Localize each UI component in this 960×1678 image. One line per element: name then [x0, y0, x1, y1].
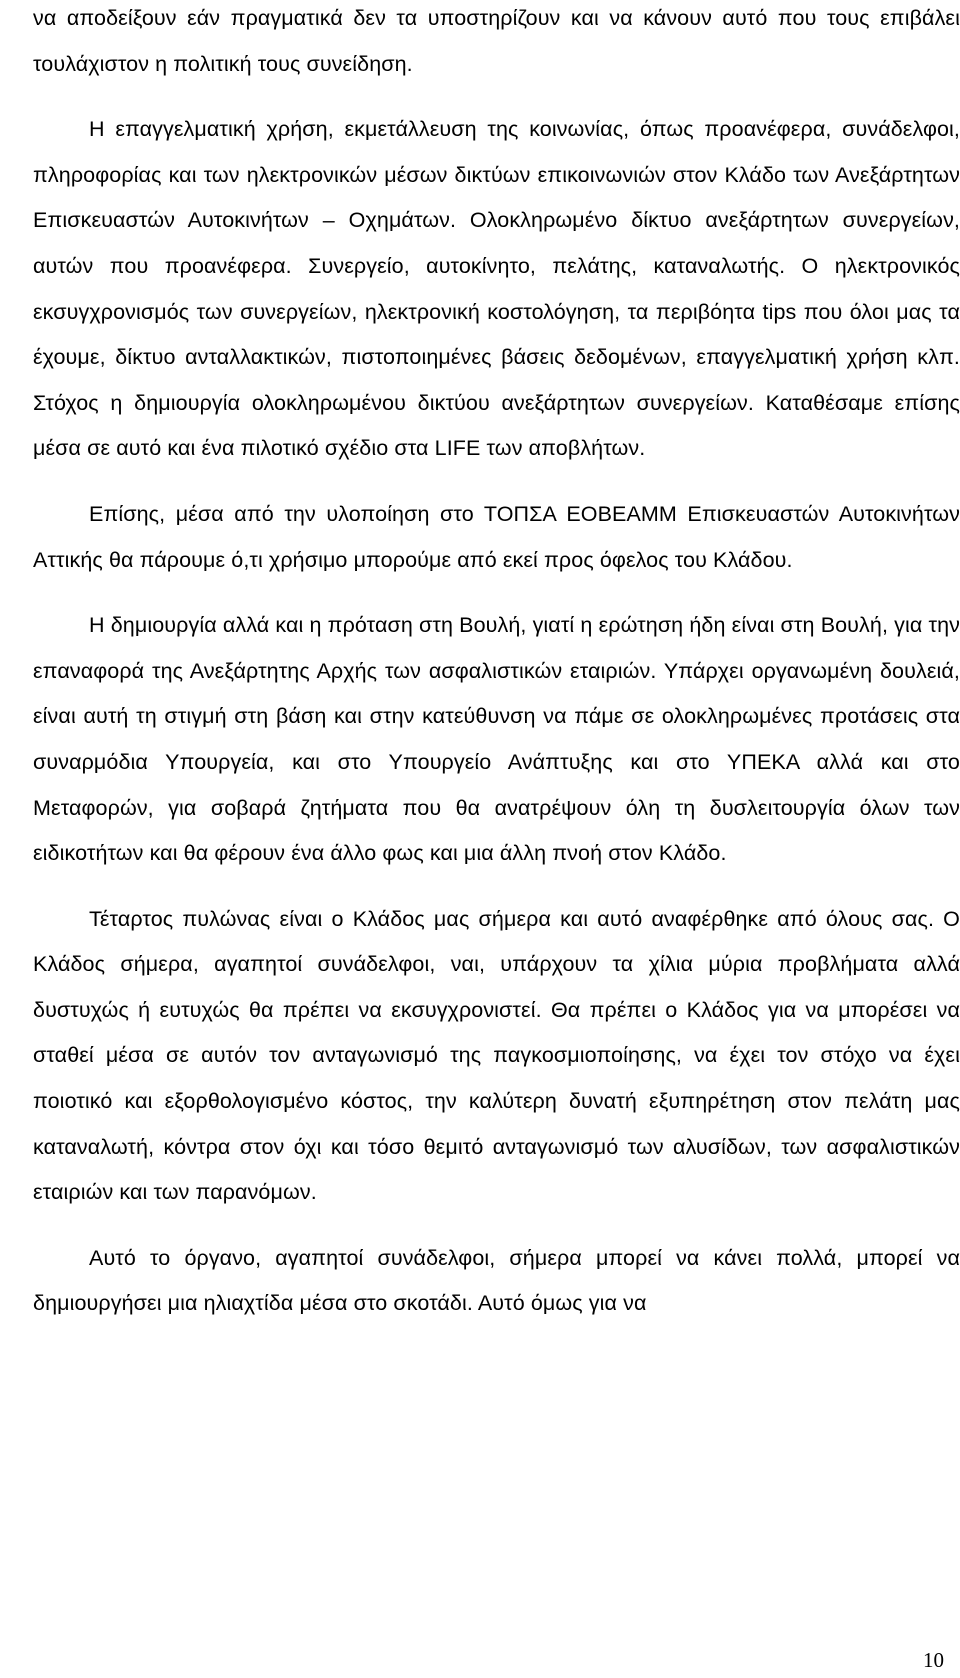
- paragraph-gap: [33, 1216, 960, 1236]
- paragraph-topsa: Επίσης, μέσα από την υλοποίηση στο ΤΟΠΣΑ ΕΟΒΕΑΜΜ Επισκευαστών Αυτοκινήτων Αττικής θα πάρουμε ό,τι χρήσιμο μπορούμε από εκεί προς όφελος του Κλάδου.: [33, 501, 960, 572]
- paragraph-gap: [33, 877, 960, 897]
- paragraph-fourth-pillar: Τέταρτος πυλώνας είναι ο Κλάδος μας σήμερα και αυτό αναφέρθηκε από όλους σας. Ο Κλάδος σήμερα, αγαπητοί συνάδελφοι, ναι, υπάρχουν τα χίλια μύρια προβλήματα αλλά δυστυχώς ή ευτυχώς θα πρέπει να εκσυγχρονιστεί. Θα πρέπει ο Κλάδος για να μπορέσει να σταθεί μέσα σε αυτόν τον ανταγωνισμό της παγκοσμιοποίησης, να έχει τον στόχο να έχει ποιοτικό και εξορθολογισμένο κόστος, την καλύτερη δυνατή εξυπηρέτηση στον πελάτη μας καταναλωτή, κόντρα στον όχι και τόσο θεμιτό ανταγωνισμό των αλυσίδων, των ασφαλιστικών εταιριών και των παρανόμων.: [33, 906, 960, 1205]
- paragraph-this-body: Αυτό το όργανο, αγαπητοί συνάδελφοι, σήμερα μπορεί να κάνει πολλά, μπορεί να δημιουργήσει μια ηλιαχτίδα μέσα στο σκοτάδι. Αυτό όμως για να: [33, 1245, 960, 1316]
- paragraph-gap: [33, 583, 960, 603]
- body-text: [33, 0, 960, 1327]
- page-number: 10: [923, 1648, 944, 1672]
- paragraph-gap: [33, 472, 960, 492]
- paragraph-professional-use: Η επαγγελματική χρήση, εκμετάλλευση της κοινωνίας, όπως προανέφερα, συνάδελφοι, πληροφορίας και των ηλεκτρονικών μέσων δικτύων επικοινωνιών στον Κλάδο των Ανεξάρτητων Επισκευαστών Αυτοκινήτων – Οχημάτων. Ολοκληρωμένο δίκτυο ανεξάρτητων συνεργείων, αυτών που προανέφερα. Συνεργείο, αυτοκίνητο, πελάτης, καταναλωτής. Ο ηλεκτρονικός εκσυγχρονισμός των συνεργείων, ηλεκτρονική κοστολόγηση, τα περιβόητα tips που όλοι μας τα έχουμε, δίκτυο ανταλλακτικών, πιστοποιημένες βάσεις δεδομένων, επαγγελματική χρήση κλπ. Στόχος η δημιουργία ολοκληρωμένου δικτύου ανεξάρτητων συνεργείων. Καταθέσαμε επίσης μέσα σε αυτό και ένα πιλοτικό σχέδιο στα LIFE των αποβλήτων.: [33, 117, 960, 461]
- paragraph-parliament-proposal: Η δημιουργία αλλά και η πρόταση στη Βουλή, γιατί η ερώτηση ήδη είναι στη Βουλή, για την επαναφορά της Ανεξάρτητης Αρχής των ασφαλιστικών εταιριών. Υπάρχει οργανωμένη δουλειά, είναι αυτή τη στιγμή στη βάση και στην κατεύθυνση να πάμε σε ολοκληρωμένες προτάσεις στα συναρμόδια Υπουργεία, και στο Υπουργείο Ανάπτυξης και στο ΥΠΕΚΑ αλλά και στο Μεταφορών, για σοβαρά ζητήματα που θα ανατρέψουν όλη τη δυσλειτουργία όλων των ειδικοτήτων και θα φέρουν ένα άλλο φως και μια άλλη πνοή στον Κλάδο.: [33, 613, 960, 866]
- paragraph-continuation: να αποδείξουν εάν πραγματικά δεν τα υποστηρίζουν και να κάνουν αυτό που τους επιβάλει τουλάχιστον η πολιτική τους συνείδηση.: [33, 6, 960, 76]
- paragraph-gap: [33, 87, 960, 107]
